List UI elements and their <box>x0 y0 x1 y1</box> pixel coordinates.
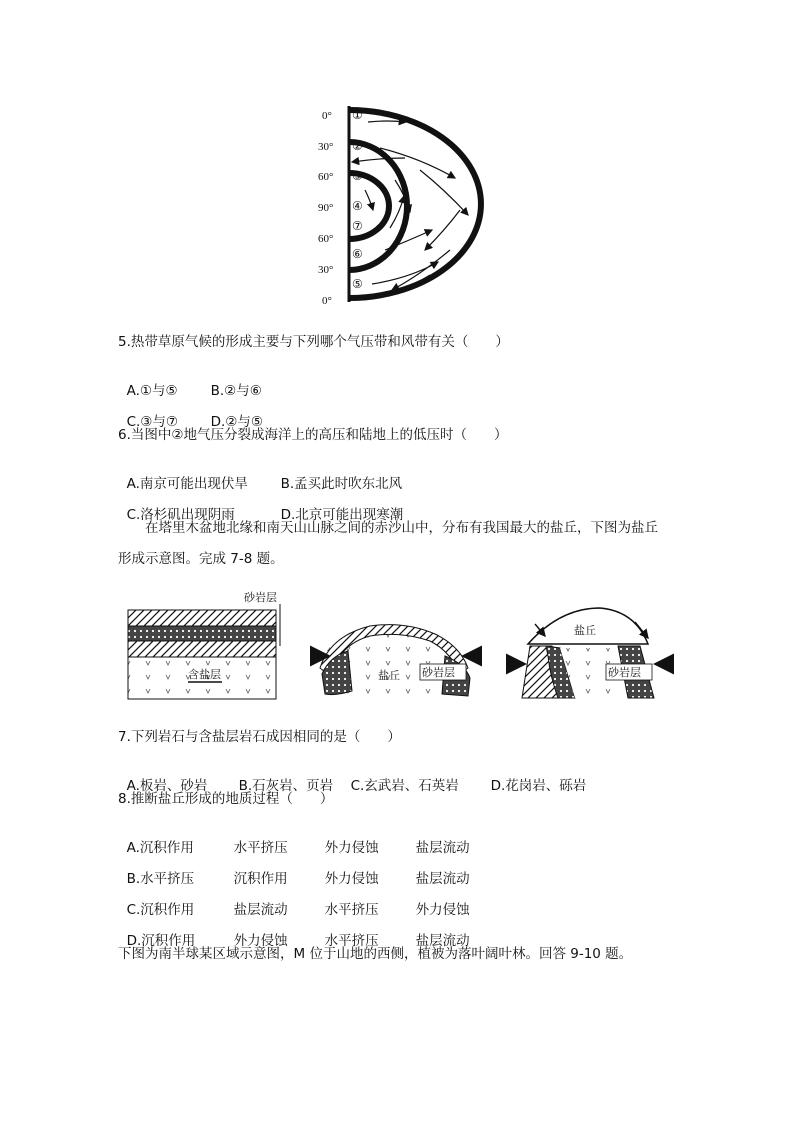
option-step: 水平挤压 <box>324 902 379 918</box>
lat-label: 60° <box>318 233 334 245</box>
option-step: 外力侵蚀 <box>233 933 288 949</box>
salt-dome-label: 盐丘 <box>378 669 400 682</box>
lat-label: 30° <box>318 264 334 276</box>
option-step: 盐层流动 <box>233 902 288 918</box>
lat-label: 0° <box>322 295 332 307</box>
option-d[interactable]: D.北京可能出现寒潮 <box>280 507 404 523</box>
question-8-stem: 8.推断盐丘形成的地质过程（ ） <box>118 791 334 807</box>
sandstone-layer <box>128 641 276 657</box>
intro-7-8-line1: 在塔里木盆地北缘和南天山山脉之间的赤沙山中，分布有我国最大的盐丘，下图为盐丘 <box>118 520 658 536</box>
zone-label: ⑥ <box>352 247 363 261</box>
zone-label: ④ <box>352 199 363 213</box>
option-step: 盐层流动 <box>415 871 470 887</box>
sandstone-layer <box>128 610 276 626</box>
option-a[interactable]: A.①与⑤ <box>126 383 178 399</box>
zone-label: ⑦ <box>352 219 363 233</box>
lat-label: 90° <box>318 202 334 214</box>
salt-dome-label: 盐丘 <box>574 624 596 637</box>
wind-arrow <box>368 121 406 122</box>
lat-label: 30° <box>318 141 334 153</box>
option-step: 盐层流动 <box>415 933 470 949</box>
option-d[interactable]: D.②与⑤ <box>210 414 263 430</box>
option-c[interactable]: C.玄武岩、石英岩 <box>350 778 459 794</box>
option-step: B.水平挤压 <box>126 871 195 887</box>
option-step: D.沉积作用 <box>126 933 196 949</box>
option-b[interactable]: B.石灰岩、页岩 <box>238 778 334 794</box>
zone-label: ③ <box>352 169 363 183</box>
sandstone-label: 砂岩层 <box>422 666 455 679</box>
zone-label: ① <box>352 108 363 122</box>
wind-arrow <box>420 170 468 215</box>
option-a[interactable]: A.南京可能出现伏旱 <box>126 476 248 492</box>
intro-7-8-line2: 形成示意图。完成 7-8 题。 <box>118 551 284 567</box>
sandstone-label: 砂岩层 <box>244 591 277 604</box>
question-5-stem: 5.热带草原气候的形成主要与下列哪个气压带和风带有关（ ） <box>118 334 509 350</box>
option-c[interactable]: C.③与⑦ <box>126 414 179 430</box>
option-step: 水平挤压 <box>324 933 379 949</box>
wind-arrow <box>352 158 405 162</box>
question-7-stem: 7.下列岩石与含盐层岩石成因相同的是（ ） <box>118 729 401 745</box>
option-a[interactable]: A.板岩、砂岩 <box>126 778 208 794</box>
option-b[interactable]: B.②与⑥ <box>210 383 262 399</box>
lat-label: 0° <box>322 110 332 122</box>
option-c[interactable]: C.洛杉矶出现阴雨 <box>126 507 235 523</box>
wind-arrow <box>365 190 373 210</box>
salt-dome-diagram <box>120 586 680 711</box>
wind-arrow <box>385 230 432 250</box>
option-b[interactable]: B.孟买此时吹东北风 <box>280 476 403 492</box>
option-step: 外力侵蚀 <box>324 871 379 887</box>
option-step: 外力侵蚀 <box>415 902 470 918</box>
option-step: A.沉积作用 <box>126 840 194 856</box>
sandstone-label: 砂岩层 <box>608 666 641 679</box>
lat-label: 60° <box>318 171 334 183</box>
option-step: 沉积作用 <box>233 871 288 887</box>
question-6-stem: 6.当图中②地气压分裂成海洋上的高压和陆地上的低压时（ ） <box>118 427 508 443</box>
rock-layer <box>128 626 276 641</box>
option-step: C.沉积作用 <box>126 902 195 918</box>
wind-arrow <box>425 210 460 250</box>
circulation-diagram <box>310 100 510 312</box>
intro-9-10: 下图为南半球某区域示意图，M 位于山地的西侧，植被为落叶阔叶林。回答 9-10 题。 <box>118 946 633 962</box>
option-step: 盐层流动 <box>415 840 470 856</box>
option-step: 外力侵蚀 <box>324 840 379 856</box>
salt-layer-label: 含盐层 <box>188 668 221 681</box>
outer-arc <box>349 110 481 298</box>
zone-label: ② <box>352 139 363 153</box>
option-d[interactable]: D.花岗岩、砾岩 <box>490 778 587 794</box>
wind-arrow <box>390 196 404 228</box>
zone-label: ⑤ <box>352 277 363 291</box>
option-step: 水平挤压 <box>233 840 288 856</box>
